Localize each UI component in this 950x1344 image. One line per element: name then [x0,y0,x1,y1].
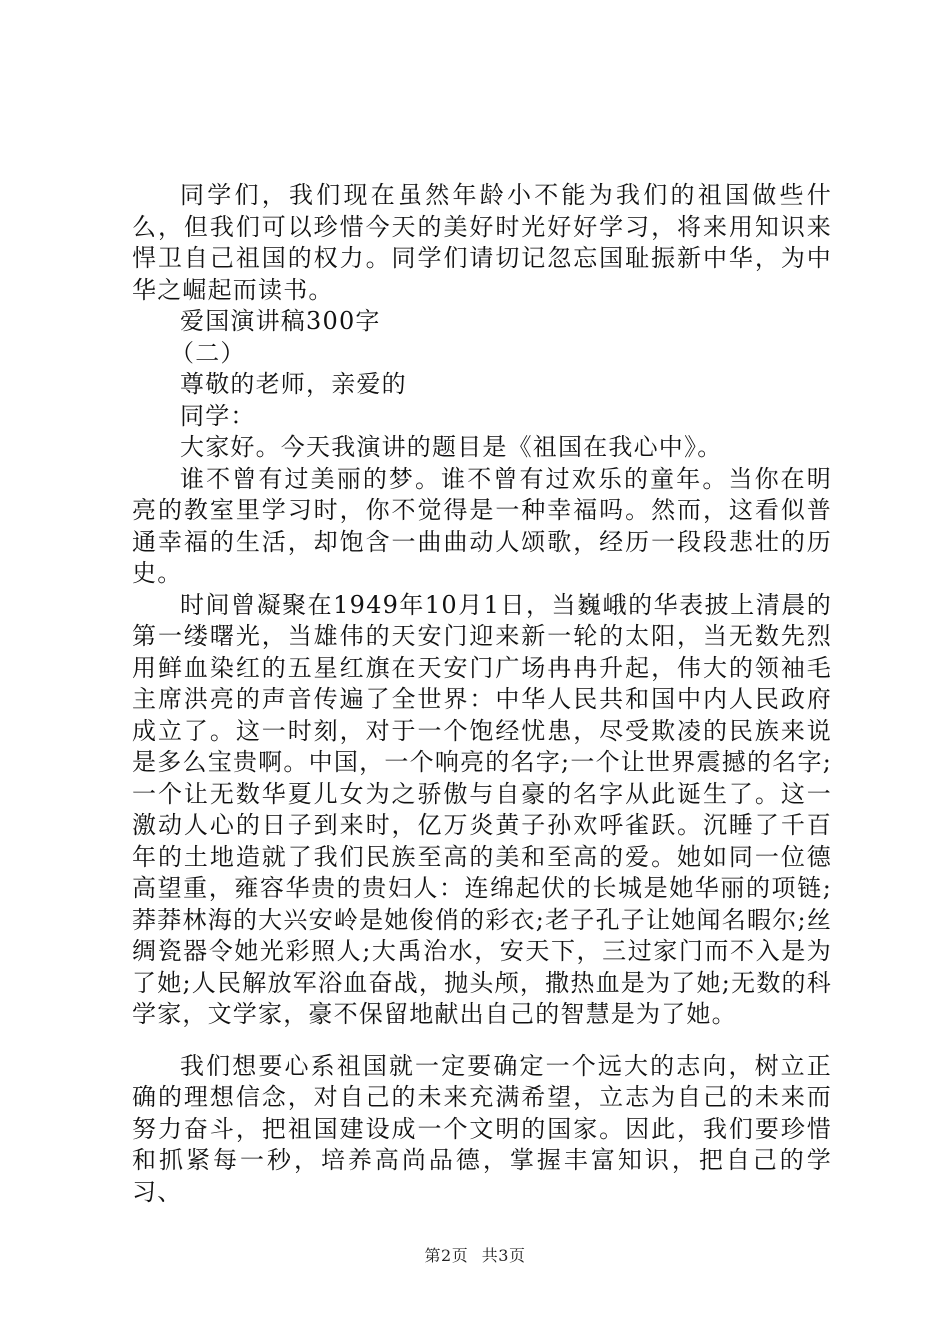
part-number: （二） [170,338,246,367]
document-body [132,180,832,1208]
speech-title: 爱国演讲稿300字 [180,307,381,335]
paragraph-history: 时间曾凝聚在1949年10月1日，当巍峨的华表披上清晨的第一缕曙光，当雄伟的天安门迎来新一轮的太阳，当无数先烈用鲜血染红的五星红旗在天安门广场冉冉升起，伟大的领袖毛主席洪亮的声音传遍了全世界：中华人民共和国中内人民政府成立了。这一时刻，对于一个饱经忧患，尽受欺凌的民族来说是多么宝贵啊。中国，一个响亮的名字;一个让世界震撼的名字;一个让无数华夏儿女为之骄傲与自豪的名字从此诞生了。这一激动人心的日子到来时，亿万炎黄子孙欢呼雀跃。沉睡了千百年的土地造就了我们民族至高的美和至高的爱。她如同一位德高望重，雍容华贵的贵妇人：连绵起伏的长城是她华丽的项链;莽莽林海的大兴安岭是她俊俏的彩衣;老子孔子让她闻名暇尔;丝绸瓷器令她光彩照人;大禹治水，安天下，三过家门而不入是为了她;人民解放军浴血奋战，抛头颅，撒热血是为了她;无数的科学家，文学家，豪不保留地献出自己的智慧是为了她。 [132,590,832,1028]
greeting-line: 大家好。今天我演讲的题目是《祖国在我心中》。 [180,433,723,461]
paragraph-study-hard: 同学们，我们现在虽然年龄小不能为我们的祖国做些什么，但我们可以珍惜今天的美好时光好好学习，将来用知识来悍卫自己祖国的权力。同学们请切记忽忘国耻振新中华，为中华之崛起而读书。 [132,181,832,304]
page-total: 共3页 [481,1246,526,1265]
salutation-students: 同学： [180,401,256,430]
paragraph-ambition: 我们想要心系祖国就一定要确定一个远大的志向，树立正确的理想信念，对自己的未来充满希望，立志为自己的未来而努力奋斗，把祖国建设成一个文明的国家。因此，我们要珍惜和抓紧每一秒，培养高尚品德，掌握丰富知识，把自己的学习、 [132,1051,832,1206]
salutation-teachers: 尊敬的老师，亲爱的 [180,370,407,398]
page-footer [0,1244,950,1268]
paragraph-dream: 谁不曾有过美丽的梦。谁不曾有过欢乐的童年。当你在明亮的教室里学习时，你不觉得是一种幸福吗。然而，这看似普通幸福的生活，却饱含一曲曲动人颂歌，经历一段段悲壮的历史。 [132,464,832,587]
page-number: 第2页 [424,1246,469,1265]
